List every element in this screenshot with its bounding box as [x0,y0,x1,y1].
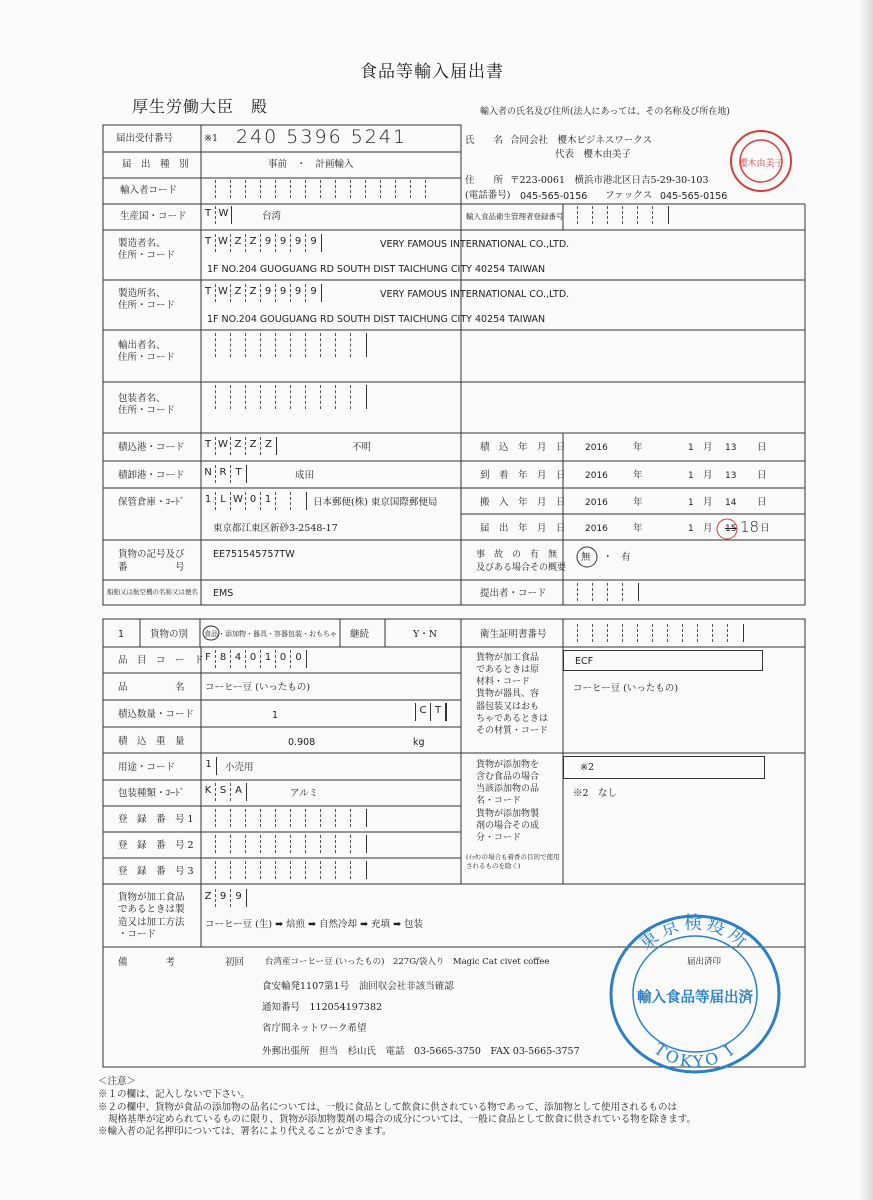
plant-code-char: 9 [291,284,306,302]
maker-label: 製造者名、 住所・コード [118,238,176,261]
importer-addr-label: 住 所 [465,175,504,186]
mark-label: 貨物の記号及び 番 号 [118,549,185,574]
plant-address: 1F NO.204 GOUGUANG RD SOUTH DIST TAICHUNG CITY 40254 TAIWAN [207,314,546,325]
arrive-date-year-unit: 年 [633,470,643,481]
importer-fax: 045-565-0156 [660,191,728,202]
submitter-label: 提出者・コード [480,588,547,599]
goods-kind-selected-circle [201,624,221,642]
filing-date-day-unit: 日 [760,523,770,534]
registration-1-cells[interactable] [201,809,367,827]
remarks-line2: 食安輸発1107第1号 油回収会社非該当確認 [262,981,454,992]
plant-code-char: Z [246,284,261,302]
unloadport-code-char: N [201,465,216,483]
load-date-month-unit: 月 [703,442,713,453]
maker-code-char: 9 [276,234,291,252]
plant-code-char: 9 [261,284,276,302]
load-date-label: 積 込 年 月 日 [480,442,566,453]
origin-code-cells[interactable] [201,206,232,224]
unloadport-name: 成田 [295,470,315,481]
type-value: 事前 ・ 計画輸入 [268,159,354,170]
maker-code-char: 9 [291,234,306,252]
addressee: 厚生労働大臣 殿 [132,97,269,116]
plant-code-char: W [216,284,231,302]
unloadport-code-cells[interactable] [201,465,247,483]
process-code-cells[interactable] [201,889,247,907]
filing-date-label: 届 出 年 月 日 [480,523,566,534]
quantity-unit-char: C [416,703,431,721]
plant-code-char: 9 [276,284,291,302]
loadport-name: 不明 [352,442,372,453]
loadport-code-char: W [216,437,231,455]
quantity-value: 1 [272,710,279,721]
remarks-filed-mark-label: 届出済印 [687,957,722,967]
quantity-unit-cells[interactable] [415,703,447,721]
remarks-line1: 台湾産コーヒー豆 (いったもの) 227G/袋入り Magic Cat civet coffee [265,957,550,967]
note-2b: 規格基準が定められているものに限り、貨物が添加物製剤の場合の成分については、一般に食品として飲食に供されている物を除きます。 [108,1114,697,1125]
loadport-label: 積込港・コード [118,442,185,453]
weight-value: 0.908 [288,737,316,748]
use-code-cells[interactable] [201,757,217,775]
maker-name: VERY FAMOUS INTERNATIONAL CO.,LTD. [380,239,570,250]
notes-heading: ＜注意＞ [98,1076,137,1087]
warehouse-name: 日本郵便(株) 東京国際郵便局 [313,497,438,508]
carryin-date-label: 搬 入 年 月 日 [480,497,566,508]
goods-number: 1 [118,629,125,640]
plant-code-cells[interactable] [201,284,322,302]
stamp-main-text: 輸入食品等届出済 [637,989,753,1006]
goods-kind-options: 食品・添加物・器具・容器包装・おもちゃ [204,630,337,638]
warehouse-label: 保管倉庫・ｺｰﾄﾞ [118,497,185,508]
use-name: 小売用 [225,762,254,773]
svg-text:東京検疫所 [636,913,755,954]
process-code-char: 9 [235,891,242,902]
mgmt-label: 輸入食品衛生管理者登録番号 [466,212,564,221]
unloadport-code-char: T [235,467,242,478]
accident-none: 無 [581,552,591,563]
maker-code-char: 9 [310,236,317,247]
carryin-date-day-unit: 日 [757,497,767,508]
package-label: 包装種類・ｺｰﾄﾞ [118,788,185,799]
mark-value: EE751545757TW [213,549,295,560]
registration-1-label: 登 録 番 号 1 [118,814,194,825]
correction-seal-icon [713,517,741,541]
warehouse-code-char: 0 [246,492,261,510]
quarantine-stamp [606,912,784,1076]
maker-code-char: 9 [261,234,276,252]
registration-3-label: 登 録 番 号 3 [118,866,194,877]
load-date-day-unit: 日 [757,442,767,453]
warehouse-code-char: 1 [261,492,276,510]
package-code-cells[interactable] [201,783,247,801]
health-cert-cells[interactable] [563,624,744,642]
type-label: 届 出 種 別 [122,159,189,170]
goods-continue-label: 継続 [350,629,370,640]
load-date-year-unit: 年 [633,442,643,453]
stamp-bottom-text: TOKYO I [650,1039,740,1072]
exporter-code-cells[interactable] [201,333,367,357]
importer-name: 合同会社 櫻木ビジネスワークス [510,135,653,146]
load-date-month: 1 [688,443,694,453]
registration-2-label: 登 録 番 号 2 [118,840,194,851]
importer-fax-label: ファックス [605,190,653,201]
additive-value: ※2 なし [573,788,618,799]
package-code-char: S [216,783,231,801]
item-code-char: 1 [261,650,276,668]
weight-unit: kg [413,737,425,748]
warehouse-code-cells[interactable] [201,492,307,510]
carryin-date-day: 14 [725,498,737,508]
goods-continue-value: Y・N [413,629,438,640]
vessel-value: EMS [213,588,234,599]
filing-date-month-unit: 月 [703,523,713,534]
carryin-date-year: 2016 [585,498,608,508]
filing-date-day-struck: 15 [725,524,737,534]
note-3: ※輸入者の記名押印については、署名により代えることができます。 [98,1126,392,1137]
seal-text: 櫻木由美子 [738,159,784,169]
material-label: 貨物が加工食品 であるときは原 材料・コード 貨物が器具、容 器包装又はおも ちゃであるときは その材質・コード [476,653,549,736]
loadport-code-char: Z [246,437,261,455]
additive-mark: ※2 [580,762,595,773]
process-code-char: 9 [216,889,231,907]
exporter-label: 輸出者名、 住所・コード [118,340,176,363]
receipt-label: 届出受付番号 [116,133,174,144]
arrive-date-month: 1 [688,471,694,481]
plant-code-char: T [201,284,216,302]
importer-name-label: 氏 名 [465,135,504,146]
weight-label: 積 込 重 量 [118,736,185,747]
importer-code-label: 輸入者コード [120,185,178,196]
accident-yes: 有 [621,552,631,563]
unloadport-code-char: R [216,465,231,483]
warehouse-address: 東京都江東区新砂3-2548-17 [213,523,338,534]
item-code-char: 0 [246,650,261,668]
origin-code-char: W [218,208,229,219]
item-code-char: 8 [216,650,231,668]
load-date-day: 13 [725,443,737,453]
filing-date-year: 2016 [585,524,608,534]
additive-note: (ｲｯﾀﾝの場合も着香の目的で使用 されるものを除く) [466,853,560,870]
remarks-first-time: 初回 [225,957,245,968]
warehouse-code-char: W [231,492,246,510]
importer-rep: 代表 櫻木由美子 [555,149,632,160]
origin-label: 生産国・コード [120,211,187,222]
importer-addr: 〒223-0061 横浜市港北区日吉5-29-30-103 [510,175,709,186]
loadport-code-cells[interactable] [201,437,277,455]
item-code-char: 0 [295,652,302,663]
goods-kind-label: 貨物の別 [150,629,189,640]
maker-code-char: W [216,234,231,252]
maker-address: 1F NO.204 GUOGUANG RD SOUTH DIST TAICHUNG CITY 40254 TAIWAN [207,264,546,275]
warehouse-code-char: 1 [201,492,216,510]
plant-code-char: Z [231,284,246,302]
item-code-label: 品 目 コ ー ド [118,655,204,666]
remarks-line3: 通知番号 112054197382 [262,1002,383,1013]
plant-label: 製造所名、 住所・コード [118,288,176,311]
importer-seal [728,128,794,194]
arrive-date-day-unit: 日 [757,470,767,481]
carryin-date-year-unit: 年 [633,497,643,508]
note-2a: ※２の欄中、貨物が食品の添加物の品名については、一般に食品として飲食に供されている物であって、添加物として使用されるものは [98,1102,678,1113]
accident-label: 事 故 の 有 無 及びある場合その概要 [476,550,567,573]
importer-tel: 045-565-0156 [520,191,588,202]
note-1: ※１の欄は、記入しないで下さい。 [98,1089,251,1100]
registration-2-cells[interactable] [201,835,367,853]
origin-code-char: T [201,206,216,224]
packer-code-cells[interactable] [201,385,367,409]
additive-label: 貨物が添加物を 含む食品の場合 当該添加物の品 名・コード 貨物が添加物製 剤の場合その成 分・コード [476,760,540,843]
warehouse-code-char: L [216,492,231,510]
material-name: コーヒー豆 (いったもの) [573,683,679,694]
item-code-char: 0 [276,650,291,668]
receipt-mark: ※1 [204,133,219,144]
material-code: ECF [575,656,594,667]
arrive-date-month-unit: 月 [703,470,713,481]
mgmt-number-cells[interactable] [563,206,669,224]
package-code-char: A [235,785,242,796]
submitter-code-cells[interactable] [563,583,639,601]
accident-separator: ・ [603,552,613,563]
receipt-handwritten-number: 240 5396 5241 [236,126,408,148]
scan-edge-right [860,0,873,1200]
packer-label: 包装者名、 住所・コード [118,393,176,416]
carryin-date-month: 1 [688,498,694,508]
maker-code-char: Z [231,234,246,252]
arrive-date-day: 13 [725,471,737,481]
remarks-label: 備 考 [118,957,176,968]
product-name-label: 品 名 [118,682,185,693]
item-code-char: F [201,650,216,668]
arrive-date-label: 到 着 年 月 日 [480,470,566,481]
process-code-char: Z [201,889,216,907]
unloadport-label: 積卸港・コード [118,470,185,481]
maker-code-cells[interactable] [201,234,322,252]
process-label: 貨物が加工食品 であるときは製 造又は加工方法 ・コード [118,892,185,941]
material-code-box [563,650,763,672]
filing-date-day-handwritten: 18 [740,518,760,536]
registration-3-cells[interactable] [201,861,367,879]
remarks-line4: 省庁間ネットワーク希望 [262,1023,367,1034]
arrive-date-year: 2016 [585,471,608,481]
maker-code-char: T [201,234,216,252]
package-code-char: K [201,783,216,801]
stamp-top-text: 東京検疫所 [635,913,755,955]
health-cert-label: 衛生証明書番号 [480,629,547,640]
product-name: コーヒー豆 (いったもの) [205,682,311,693]
filing-date-year-unit: 年 [633,523,643,534]
vessel-label: 船舶又は航空機の名称又は便名 [107,588,198,596]
plant-name: VERY FAMOUS INTERNATIONAL CO.,LTD. [380,289,570,300]
loadport-code-char: Z [231,437,246,455]
form-title: 食品等輸入届出書 [360,62,504,82]
quantity-unit-char: T [431,703,446,721]
maker-code-char: Z [246,234,261,252]
quantity-label: 積込数量・コード [118,709,195,720]
plant-code-char: 9 [310,286,317,297]
origin-name: 台湾 [262,211,282,222]
item-code-char: 4 [231,650,246,668]
importer-tel-label: (電話番号) [465,190,511,201]
remarks-line5: 外郵出張所 担当 杉山氏 電話 03-5665-3750 FAX 03-5665-3757 [262,1046,580,1057]
filing-date-month: 1 [688,524,694,534]
package-name: アルミ [290,788,319,799]
item-code-cells[interactable] [201,650,307,668]
importer-note: 輸入者の氏名及び住所(法人にあっては、その名称及び所在地) [480,107,730,117]
process-steps: コーヒー豆 (生) ➡ 焙煎 ➡ 自然冷却 ➡ 充填 ➡ 包装 [205,919,424,930]
use-code-char: 1 [205,759,212,770]
carryin-date-month-unit: 月 [703,497,713,508]
importer-code-cells[interactable] [201,180,441,198]
accident-selected-circle [575,545,599,569]
loadport-code-char: T [201,437,216,455]
use-label: 用途・コード [118,762,176,773]
loadport-code-char: Z [265,439,272,450]
load-date-year: 2016 [585,443,608,453]
